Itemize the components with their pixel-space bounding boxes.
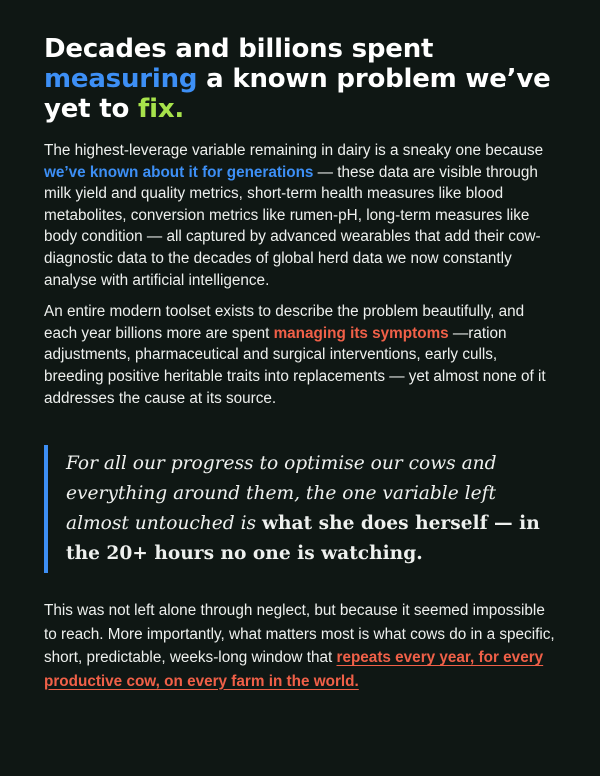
paragraph-3 bbox=[44, 599, 556, 693]
paragraph-2-pre: An entire modern toolset exists to describe the problem beautifully, and each year billions more are spent bbox=[44, 303, 525, 342]
pull-quote-bold: what she does herself — in the 20+ hours no one is watching. bbox=[66, 513, 540, 565]
paragraph-1 bbox=[44, 140, 556, 291]
pull-quote bbox=[44, 445, 556, 573]
paragraph-2 bbox=[44, 301, 556, 409]
heading-part2: a known problem we’ve yet to bbox=[44, 64, 551, 124]
paragraph-3-link[interactable]: repeats every year, for every productive cow, on every farm in the world. bbox=[44, 649, 544, 690]
paragraph-1-highlight: we’ve known about it for generations bbox=[44, 163, 314, 181]
paragraph-3-pre: This was not left alone through neglect, but because it seemed impossible to reach. More importantly, what matters most is what cows do in a specific, short, predictable, weeks-long window that bbox=[44, 602, 555, 667]
heading-highlight-fix: fix. bbox=[138, 94, 185, 124]
paragraph-2-highlight: managing its symptoms bbox=[273, 324, 449, 342]
paragraph-1-pre: The highest-leverage variable remaining in dairy is a sneaky one because bbox=[44, 142, 544, 159]
pull-quote-italic: For all our progress to optimise our cows and everything around them, the one variable left almost untouched is bbox=[66, 453, 497, 535]
heading-part1: Decades and billions spent bbox=[44, 34, 434, 64]
page-heading bbox=[44, 34, 556, 124]
heading-highlight-measuring: measuring bbox=[44, 64, 198, 94]
paragraph-2-post: —ration adjustments, pharmaceutical and surgical interventions, early culls, breeding positive heritable traits into replacements — yet almost none of it addresses the cause at its source. bbox=[44, 324, 546, 407]
paragraph-1-post: — these data are visible through milk yield and quality metrics, short-term health measures like blood metabolites, conversion metrics like rumen-pH, long-term measures like body condition — all captured by advanced wearables that add their cow-diagnostic data to the decades of global herd data we now constantly analyse with artificial intelligence. bbox=[44, 163, 541, 289]
